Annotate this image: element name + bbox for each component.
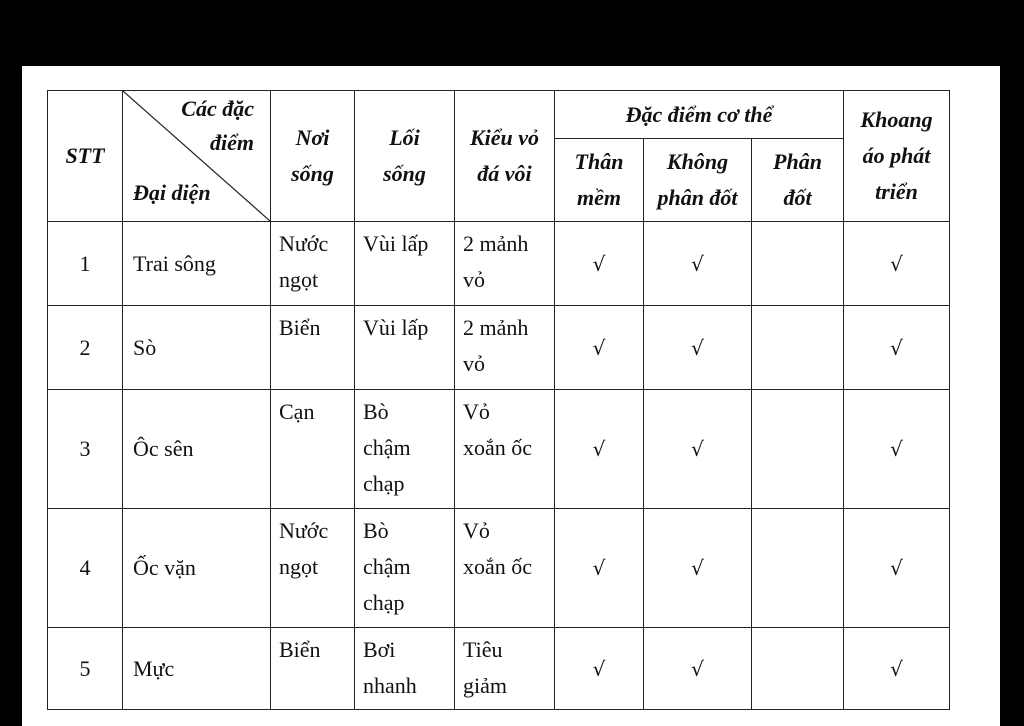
row-stt: 1: [48, 222, 123, 306]
row-shell-line: xoắn ốc: [463, 554, 533, 579]
comparison-table: [47, 90, 950, 710]
check-segmented: [752, 390, 844, 509]
row-name: Mực: [123, 628, 271, 710]
row-lifestyle-line: Bơi: [363, 637, 396, 662]
check-mantle: √: [844, 222, 950, 306]
row-shell: [455, 306, 555, 390]
row-stt: 4: [48, 509, 123, 628]
row-habitat-line: ngọt: [279, 267, 319, 292]
check-segmented: [752, 306, 844, 390]
header-features-line2: điểm: [210, 130, 254, 155]
check-unsegmented: √: [644, 390, 752, 509]
check-soft-body: √: [555, 306, 644, 390]
row-stt: 2: [48, 306, 123, 390]
check-segmented: [752, 628, 844, 710]
row-shell: [455, 509, 555, 628]
row-shell-line: 2 mảnh: [463, 231, 529, 256]
header-habitat-line2: sống: [291, 161, 334, 186]
header-body-features: Đặc điểm cơ thể: [555, 91, 844, 139]
row-shell-line: Vỏ: [463, 399, 490, 424]
row-lifestyle-line: Bò: [363, 399, 389, 424]
header-habitat-line1: Nơi: [295, 125, 330, 150]
row-name: Ôc sên: [123, 390, 271, 509]
row-shell-line: Vỏ: [463, 518, 490, 543]
row-name: Sò: [123, 306, 271, 390]
row-shell: [455, 390, 555, 509]
row-habitat-line: ngọt: [279, 554, 319, 579]
row-lifestyle-line: Vùi lấp: [363, 315, 429, 340]
check-soft-body: √: [555, 222, 644, 306]
row-habitat-line: Cạn: [279, 399, 315, 424]
check-unsegmented: √: [644, 222, 752, 306]
row-lifestyle: [355, 390, 455, 509]
table-row: [48, 509, 950, 628]
row-habitat-line: Biển: [279, 315, 321, 340]
header-unsegmented: [644, 139, 752, 222]
check-soft-body: √: [555, 390, 644, 509]
check-segmented: [752, 509, 844, 628]
row-shell-line: vỏ: [463, 351, 485, 376]
row-shell-line: Tiêu: [463, 637, 503, 662]
row-lifestyle: [355, 509, 455, 628]
table-row: [48, 222, 950, 306]
row-habitat-line: Nước: [279, 518, 329, 543]
row-stt: 5: [48, 628, 123, 710]
header-diagonal-cell: [123, 91, 271, 222]
row-stt: 3: [48, 390, 123, 509]
header-shell-type: [455, 91, 555, 222]
row-lifestyle-line: chậm: [363, 554, 411, 579]
header-mantle-cavity: [844, 91, 950, 222]
check-mantle: √: [844, 509, 950, 628]
header-representative: Đại diện: [133, 180, 211, 205]
check-mantle: √: [844, 390, 950, 509]
header-unsegmented-line1: Không: [666, 149, 729, 174]
table-row: [48, 628, 950, 710]
row-lifestyle-line: Bò: [363, 518, 389, 543]
header-lifestyle-line1: Lối: [389, 125, 420, 150]
check-unsegmented: √: [644, 628, 752, 710]
header-unsegmented-line2: phân đốt: [657, 185, 738, 210]
check-soft-body: √: [555, 628, 644, 710]
row-name: Trai sông: [123, 222, 271, 306]
row-habitat-line: Biển: [279, 637, 321, 662]
check-soft-body: √: [555, 509, 644, 628]
row-shell: [455, 222, 555, 306]
row-habitat: [271, 306, 355, 390]
check-unsegmented: √: [644, 509, 752, 628]
header-segmented-line1: Phân: [773, 149, 822, 174]
row-habitat: [271, 509, 355, 628]
row-habitat: [271, 222, 355, 306]
header-features-line1: Các đặc: [181, 96, 254, 121]
header-habitat: [271, 91, 355, 222]
row-shell-line: giảm: [463, 673, 507, 698]
header-lifestyle: [355, 91, 455, 222]
check-segmented: [752, 222, 844, 306]
row-shell-line: 2 mảnh: [463, 315, 529, 340]
row-lifestyle: [355, 222, 455, 306]
header-soft-line2: mềm: [577, 185, 621, 210]
row-shell-line: xoắn ốc: [463, 435, 533, 460]
table-row: [48, 390, 950, 509]
row-lifestyle-line: nhanh: [363, 673, 417, 698]
header-soft-body: [555, 139, 644, 222]
row-shell-line: vỏ: [463, 267, 485, 292]
row-lifestyle: [355, 628, 455, 710]
row-name: Ốc vặn: [123, 509, 271, 628]
row-lifestyle: [355, 306, 455, 390]
table-row: [48, 306, 950, 390]
header-segmented-line2: đốt: [783, 185, 812, 210]
header-mantle-line3: triển: [875, 179, 918, 204]
row-habitat: [271, 628, 355, 710]
header-segmented: [752, 139, 844, 222]
header-soft-line1: Thân: [574, 149, 624, 174]
row-shell: [455, 628, 555, 710]
check-unsegmented: √: [644, 306, 752, 390]
header-mantle-line2: áo phát: [862, 143, 931, 168]
header-shell-line1: Kiểu vỏ: [469, 125, 540, 150]
header-mantle-line1: Khoang: [860, 107, 933, 132]
check-mantle: √: [844, 306, 950, 390]
row-lifestyle-line: Vùi lấp: [363, 231, 429, 256]
row-habitat-line: Nước: [279, 231, 329, 256]
row-lifestyle-line: chạp: [363, 471, 405, 496]
header-lifestyle-line2: sống: [383, 161, 426, 186]
row-lifestyle-line: chậm: [363, 435, 411, 460]
header-shell-line2: đá vôi: [477, 161, 532, 186]
row-habitat: [271, 390, 355, 509]
check-mantle: √: [844, 628, 950, 710]
header-stt: STT: [48, 91, 123, 222]
row-lifestyle-line: chạp: [363, 590, 405, 615]
